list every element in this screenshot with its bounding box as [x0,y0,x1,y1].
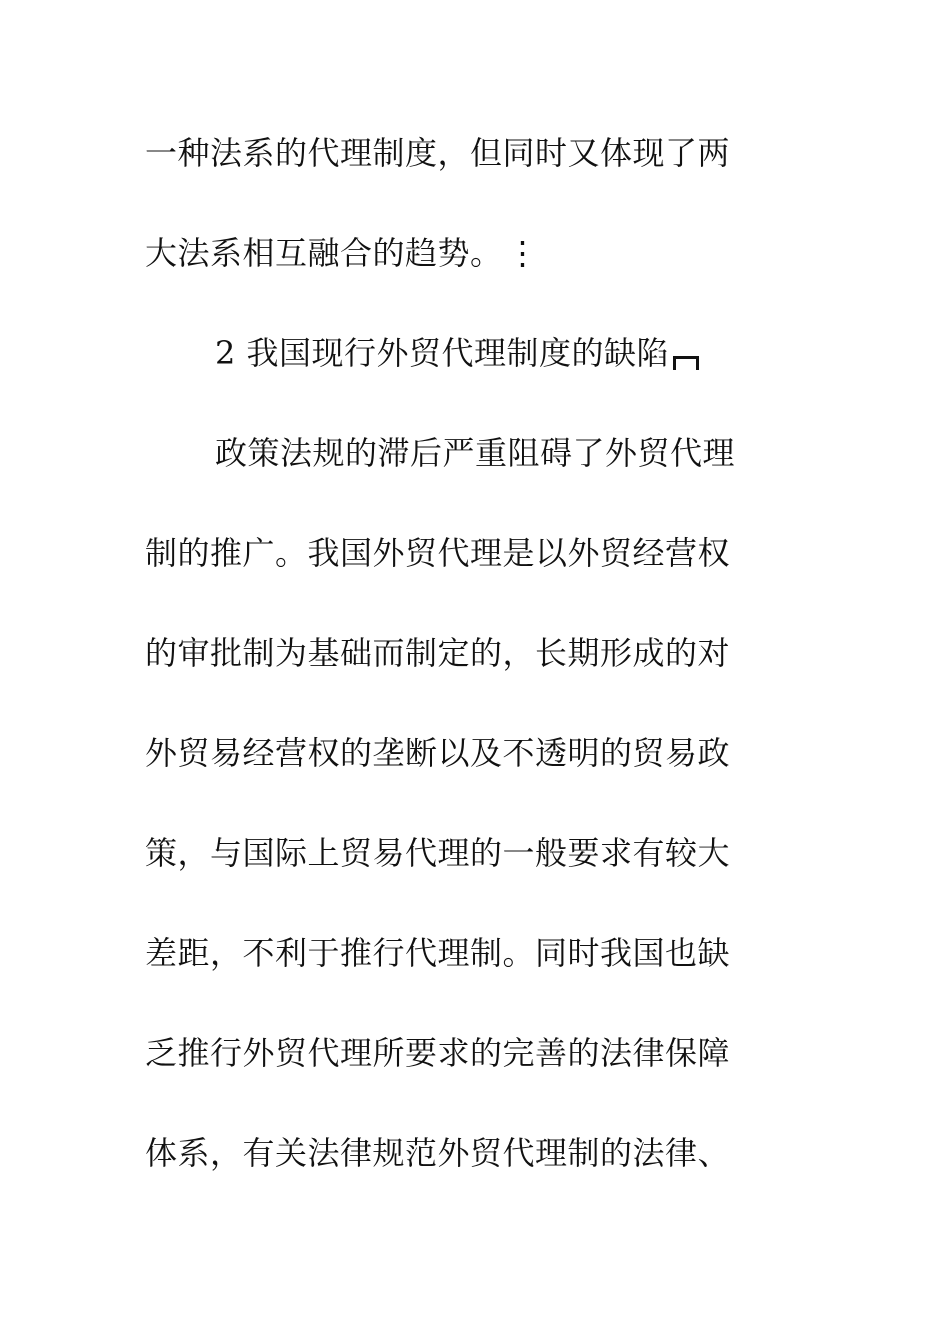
text-line-content: 政策法规的滞后严重阻碍了外贸代理 [215,434,736,472]
text-line [145,1133,825,1173]
text-line-content: 制的推广。我国外贸代理是以外贸经营权 [145,534,731,572]
text-line [145,533,825,573]
section-heading [215,333,895,373]
text-line [145,1033,825,1073]
text-line-content: 一种法系的代理制度，但同时又体现了两 [145,134,731,172]
text-line [145,833,825,873]
stray-mark: ⋮ [506,234,540,272]
text-line-content: 外贸易经营权的垄断以及不透明的贸易政 [145,734,731,772]
text-line [145,233,825,273]
text-line [145,933,825,973]
text-line-content: 的审批制为基础而制定的，长期形成的对 [145,634,731,672]
text-line [145,733,825,773]
text-line-content: 差距，不利于推行代理制。同时我国也缺 [145,934,731,972]
text-line [215,433,895,473]
text-line-content: 策，与国际上贸易代理的一般要求有较大 [145,834,731,872]
text-line-content: 乏推行外贸代理所要求的完善的法律保障 [145,1034,731,1072]
section-heading-text: 2 我国现行外贸代理制度的缺陷 [215,334,670,372]
text-line-content: 体系，有关法律规范外贸代理制的法律、 [145,1134,731,1172]
bracket-mark-icon [673,356,699,370]
text-line-content: 大法系相互融合的趋势。 [145,234,503,272]
text-line [145,133,825,173]
text-line [145,633,825,673]
